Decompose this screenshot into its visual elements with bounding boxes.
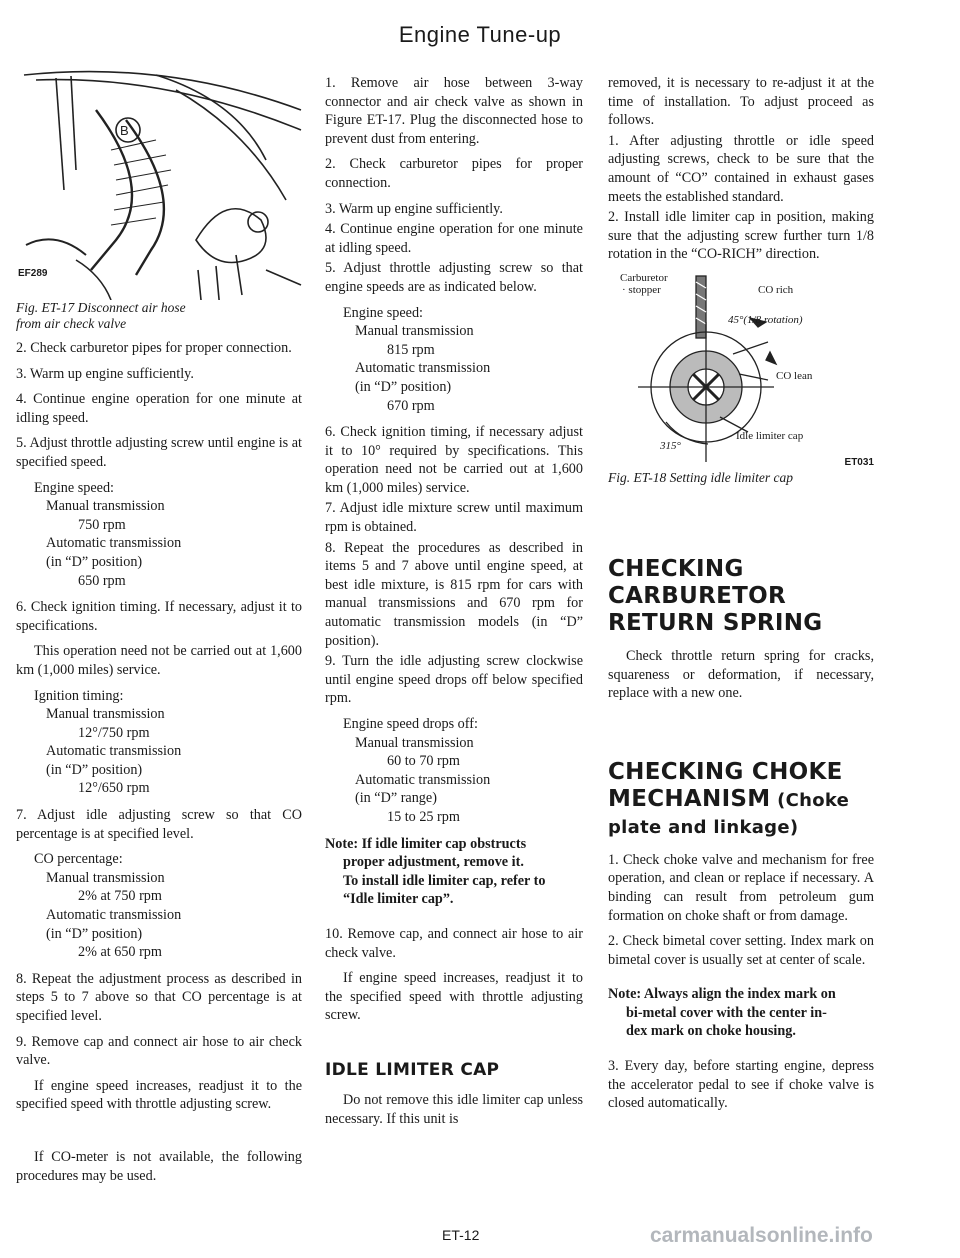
- label-carburetor: Carburetor: [620, 271, 668, 284]
- step-10-note: If engine speed increases, readjust it to the specified speed with throttle adjusting screw.: [325, 970, 583, 1024]
- page-number: ET-12: [442, 1227, 480, 1243]
- spec-line: Manual transmission: [46, 498, 165, 515]
- choke-step-3: 3. Every day, before starting engine, depress the accelerator pedal to see if choke valve is closed automatically.: [608, 1058, 874, 1112]
- step-9: 9. Turn the idle adjusting screw clockwise until engine speed drops off below specified rpm.: [325, 653, 583, 707]
- spec-line: Automatic transmission: [355, 360, 491, 377]
- spec-line: Automatic transmission: [46, 743, 182, 760]
- engine-speed-drop-spec: [343, 715, 583, 827]
- spec-line: Automatic transmission: [46, 535, 182, 552]
- step-4: 4. Continue engine operation for one minute at idling speed.: [16, 391, 302, 426]
- heading-part: MECHANISM: [608, 785, 771, 812]
- step-3: 3. Warm up engine sufficiently.: [16, 365, 194, 382]
- caption-line: Fig. ET-17 Disconnect air hose: [16, 300, 186, 315]
- step-6-note: This operation need not be carried out at 1,600 km (1,000 miles) service.: [16, 643, 302, 678]
- note-line: proper adjustment, remove it.: [343, 854, 524, 871]
- idle-limiter-figure: [608, 272, 874, 470]
- spec-line: Automatic transmission: [46, 907, 182, 924]
- engine-speed-spec: [34, 479, 302, 591]
- heading-line: RETURN SPRING: [608, 609, 823, 636]
- spec-label: Engine speed:: [343, 304, 423, 321]
- spec-line: (in “D” position): [46, 553, 143, 570]
- choke-step-2: 2. Check bimetal cover setting. Index mark on bimetal cover is usually set at center of scale.: [608, 933, 874, 968]
- label-315-degrees: 315°: [660, 439, 681, 452]
- note-line: bi-metal cover with the center in-: [626, 1004, 827, 1021]
- spec-line: (in “D” range): [355, 790, 437, 807]
- air-hose-illustration: [16, 70, 302, 300]
- section-heading-return-spring: [608, 556, 874, 637]
- step-2: 2. Check carburetor pipes for proper connection.: [16, 340, 292, 356]
- spec-value: 2% at 750 rpm: [78, 888, 162, 905]
- spec-value: 60 to 70 rpm: [387, 753, 460, 770]
- co-percentage-spec: [34, 850, 302, 962]
- label-rotation: 45°(1/8 rotation): [728, 313, 803, 326]
- heading-part: (Choke: [770, 789, 850, 811]
- step-2: 2. Check carburetor pipes for proper connection.: [325, 156, 583, 191]
- spec-line: (in “D” position): [355, 378, 452, 395]
- continued-text: removed, it is necessary to re-adjust it at the time of installation. To adjust proceed as follows.: [608, 75, 874, 129]
- spec-label: CO percentage:: [34, 851, 123, 868]
- page-title: Engine Tune-up: [398, 22, 562, 47]
- spec-value: 650 rpm: [78, 572, 126, 589]
- note-line: Note: If idle limiter cap obstructs: [325, 835, 527, 852]
- step-8: 8. Repeat the adjustment process as described in steps 5 to 7 above so that CO percentage is at specified level.: [16, 970, 302, 1024]
- heading-line: CHECKING CHOKE: [608, 758, 843, 785]
- section-heading-choke: [608, 759, 874, 841]
- spec-line: Manual transmission: [355, 323, 474, 340]
- spec-value: 12°/750 rpm: [78, 724, 150, 741]
- spec-value: 750 rpm: [78, 516, 126, 533]
- label-idle-limiter-cap: Idle limiter cap: [736, 429, 804, 442]
- section-heading-idle-limiter-cap: IDLE LIMITER CAP: [325, 1059, 500, 1080]
- watermark: carmanualsonline.info: [650, 1224, 873, 1247]
- step-4: 4. Continue engine operation for one minute at idling speed.: [325, 221, 583, 256]
- label-co-lean: CO lean: [776, 369, 813, 382]
- choke-note: [608, 985, 874, 1041]
- figure-caption: Fig. ET-18 Setting idle limiter cap: [608, 469, 793, 485]
- step-6: 6. Check ignition timing. If necessary, adjust it to specifications.: [16, 599, 302, 634]
- step-1: 1. Remove air hose between 3-way connector and air check valve as shown in Figure ET-17. Plug the disconnected hose to prevent dust from entering.: [325, 75, 583, 147]
- right-column: [608, 74, 874, 1120]
- note-line: Note: Always align the index mark on: [608, 986, 836, 1003]
- spec-line: (in “D” position): [46, 761, 143, 778]
- label-co-rich: CO rich: [758, 283, 794, 296]
- spec-value: 670 rpm: [387, 397, 435, 414]
- step-3: 3. Warm up engine sufficiently.: [325, 200, 503, 217]
- step-8: 8. Repeat the procedures as described in items 5 and 7 above until engine speed, at best idle mixture, is 815 rpm for cars with manual transmissions and 670 rpm for automatic transmission models (in “D” position).: [325, 539, 583, 649]
- heading-line: [608, 786, 874, 814]
- engine-speed-spec: [343, 304, 583, 416]
- caption-line: from air check valve: [16, 316, 127, 331]
- spec-value: 815 rpm: [387, 341, 435, 358]
- label-stopper: · stopper: [622, 283, 661, 296]
- engine-hose-drawing: [16, 70, 302, 300]
- step-7: 7. Adjust idle mixture screw until maximum rpm is obtained.: [325, 500, 583, 536]
- step-5: 5. Adjust throttle adjusting screw so that engine speeds are as indicated below.: [325, 260, 583, 295]
- figure-caption: [16, 300, 302, 332]
- step-1: 1. After adjusting throttle or idle speed adjusting screws, check to be sure that the amount of “CO” contained in exhaust gases meets the established standard.: [608, 132, 874, 205]
- svg-text:B: B: [120, 123, 129, 138]
- spec-value: 15 to 25 rpm: [387, 808, 460, 825]
- spec-line: Manual transmission: [355, 734, 474, 751]
- choke-step-1: 1. Check choke valve and mechanism for free operation, and clean or replace if necessary. A binding can result from petroleum gum formation on choke shaft or from damage.: [608, 851, 874, 924]
- step-9-note: If engine speed increases, readjust it to the specified speed with throttle adjusting screw.: [16, 1077, 302, 1113]
- step-5: 5. Adjust throttle adjusting screw until engine is at specified speed.: [16, 435, 302, 470]
- figure-code: EF289: [18, 268, 48, 279]
- step-10: 10. Remove cap, and connect air hose to air check valve.: [325, 925, 583, 961]
- step-2: 2. Install idle limiter cap in position, making sure that the adjusting screw further turn 1/8 rotation in the “CO-RICH” direction.: [608, 209, 874, 263]
- note-line: dex mark on choke housing.: [626, 1023, 796, 1040]
- spec-label: Ignition timing:: [34, 687, 124, 704]
- note-line: “Idle limiter cap”.: [343, 891, 454, 908]
- co-meter-note: If CO-meter is not available, the following procedures may be used.: [16, 1148, 302, 1184]
- spec-line: Manual transmission: [46, 706, 165, 723]
- step-9: 9. Remove cap and connect air hose to air check valve.: [16, 1033, 302, 1069]
- step-6: 6. Check ignition timing, if necessary adjust it to 10° required by specifications. This operation need not be carried out at 1,600 km (1,000 miles) service.: [325, 424, 583, 496]
- spec-value: 2% at 650 rpm: [78, 944, 162, 961]
- left-column: [16, 70, 302, 1192]
- ignition-timing-spec: [34, 687, 302, 799]
- spec-label: Engine speed drops off:: [343, 716, 478, 732]
- idle-limiter-note: [325, 835, 583, 909]
- return-spring-text: Check throttle return spring for cracks, squareness or deformation, if necessary, replace with a new one.: [608, 647, 874, 702]
- idle-limiter-intro: Do not remove this idle limiter cap unless necessary. If this unit is: [325, 1091, 583, 1127]
- spec-label: Engine speed:: [34, 479, 114, 496]
- note-line: To install idle limiter cap, refer to: [343, 872, 546, 889]
- step-7: 7. Adjust idle adjusting screw so that CO percentage is at specified level.: [16, 807, 302, 842]
- spec-line: Manual transmission: [46, 869, 165, 886]
- heading-line: CARBURETOR: [608, 582, 786, 609]
- heading-line: plate and linkage): [608, 816, 799, 838]
- middle-column: [325, 74, 583, 1135]
- spec-line: Automatic transmission: [355, 771, 491, 788]
- figure-code: ET031: [844, 456, 874, 468]
- heading-line: CHECKING: [608, 555, 744, 582]
- spec-value: 12°/650 rpm: [78, 780, 150, 797]
- spec-line: (in “D” position): [46, 925, 143, 942]
